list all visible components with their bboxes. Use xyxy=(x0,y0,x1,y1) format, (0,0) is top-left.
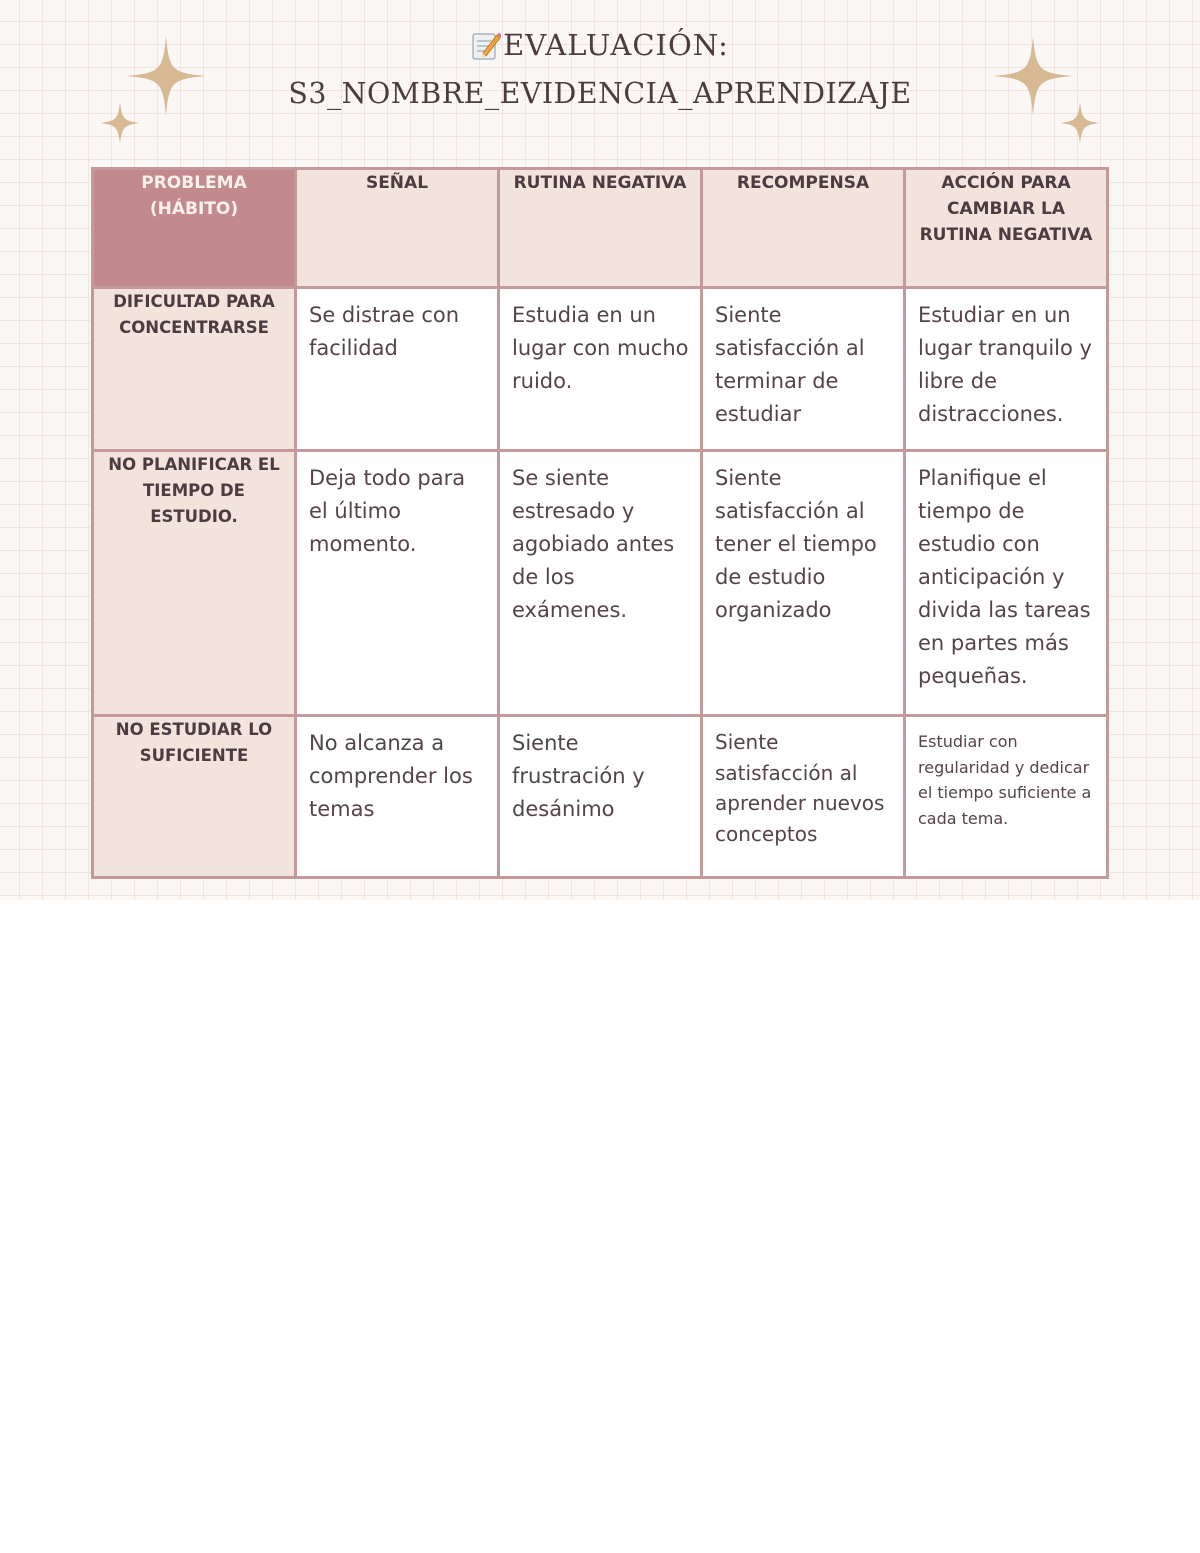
table-cell: Estudiar con regularidad y dedicar el tiempo suficiente a cada tema. xyxy=(905,716,1108,878)
table-cell: Siente satisfacción al terminar de estudiar xyxy=(702,288,905,451)
table-row xyxy=(93,288,1108,451)
table-row xyxy=(93,451,1108,716)
row-problem: NO PLANIFICAR EL TIEMPO DE ESTUDIO. xyxy=(93,451,296,716)
table-header-row xyxy=(93,169,1108,288)
table-cell: Estudiar en un lugar tranquilo y libre de distracciones. xyxy=(905,288,1108,451)
table-cell: Planifique el tiempo de estudio con anticipación y divida las tareas en partes más pequeñas. xyxy=(905,451,1108,716)
title-line-1: EVALUACIÓN: xyxy=(503,28,729,62)
header-signal: SEÑAL xyxy=(296,169,499,288)
memo-pencil-icon xyxy=(471,29,501,61)
page-title xyxy=(0,22,1200,118)
table-cell: Estudia en un lugar con mucho ruido. xyxy=(499,288,702,451)
title-line-2: S3_NOMBRE_EVIDENCIA_APRENDIZAJE xyxy=(288,76,912,110)
table-cell: No alcanza a comprender los temas xyxy=(296,716,499,878)
table-cell: Deja todo para el último momento. xyxy=(296,451,499,716)
table-row xyxy=(93,716,1108,878)
table-cell: Siente frustración y desánimo xyxy=(499,716,702,878)
header-reward: RECOMPENSA xyxy=(702,169,905,288)
row-problem: DIFICULTAD PARA CONCENTRARSE xyxy=(93,288,296,451)
habit-table xyxy=(91,167,1109,879)
header-problem: PROBLEMA (HÁBITO) xyxy=(93,169,296,288)
table-cell: Siente satisfacción al tener el tiempo de estudio organizado xyxy=(702,451,905,716)
header-negative-routine: RUTINA NEGATIVA xyxy=(499,169,702,288)
table-cell: Se siente estresado y agobiado antes de los exámenes. xyxy=(499,451,702,716)
row-problem: NO ESTUDIAR LO SUFICIENTE xyxy=(93,716,296,878)
table-cell: Siente satisfacción al aprender nuevos conceptos xyxy=(702,716,905,878)
table-cell: Se distrae con facilidad xyxy=(296,288,499,451)
header-action: ACCIÓN PARA CAMBIAR LA RUTINA NEGATIVA xyxy=(905,169,1108,288)
